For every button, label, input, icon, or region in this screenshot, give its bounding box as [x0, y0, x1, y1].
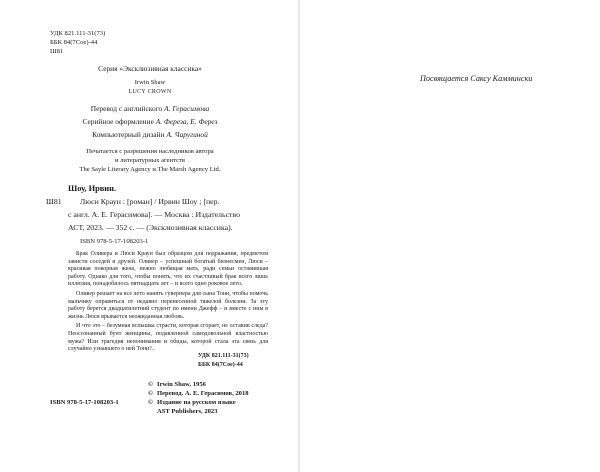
- original-title: LUCY CROWN: [128, 89, 172, 95]
- copyright-line: © Перевод. А. Е. Герасимов, 2018: [148, 390, 249, 397]
- translation-credit-label: Перевод с английского: [90, 104, 163, 113]
- copyright-line: AST Publishers, 2023: [157, 408, 218, 415]
- annotation-paragraph: И что это – безумная вспышка страсти, которая сгорает, не оставив следа? Неосознанный бунт женщины, подавленной самодовольной властностью мужа? Или трагедия непонимания и обиды, которой стала эта связь для случайно узнавшего о ней Тони?..: [68, 323, 268, 353]
- author-mark: Ш81: [50, 48, 64, 55]
- original-author: Irwin Shaw: [134, 79, 166, 86]
- translation-credit-line: [50, 104, 250, 113]
- series-name: Серия «Эксклюзивная классика»: [98, 64, 202, 73]
- bbk-code: ББК 84(7Сое)-44: [50, 39, 98, 46]
- series-design-label: Серийное оформление: [82, 117, 154, 126]
- translator-name: А. Герасимова: [164, 104, 210, 113]
- udk-code: УДК 821.111-31(73): [50, 30, 106, 37]
- permission-line-1: Печатается с разрешения наследников автора: [86, 148, 214, 155]
- catalog-line-1: Люси Краун : [роман] / Ирвин Шоу ; [пер.: [80, 197, 220, 206]
- annotation-paragraph: Оливер решает на все лето нанять гувернера для сына Тони, чтобы помочь мальчику оправиться от недавно перенесенной тяжелой болезни. За эту работу берется двадцатилетний студент по имени Джефф – и вместе с ним в жизнь Люси врывается неожиданная любовь.: [68, 290, 268, 320]
- permission-line-3: The Sayle Literary Agency и The Marsh Agency Ltd.: [79, 166, 221, 173]
- copyright-symbol: ©: [148, 399, 153, 406]
- copyright-line: © Irwin Shaw, 1956: [148, 381, 206, 388]
- copyright-line: © Издание на русском языке: [148, 399, 236, 406]
- bbk-code-bottom: ББК 84(7Сое)-44: [198, 362, 243, 368]
- series-design-credit-line: [50, 117, 250, 126]
- copyright-symbol: ©: [148, 390, 153, 397]
- computer-design-label: Компьютерный дизайн: [92, 130, 165, 139]
- dedication: Посвящается Саксу Каммински: [420, 74, 533, 83]
- catalog-line-2: с англ. А. Е. Герасимова]. — Москва : Издательство: [68, 210, 240, 219]
- copyright-symbol: ©: [148, 381, 153, 388]
- series-designers-names: А. Фереза, Е. Ферез: [155, 117, 218, 126]
- isbn-bottom: ISBN 978-5-17-108203-1: [50, 399, 119, 406]
- computer-design-credit-line: [50, 130, 250, 139]
- catalog-mark: Ш81: [46, 197, 62, 206]
- annotation-paragraph: Брак Оливера и Люси Краун был образцом для подражания, предметом зависти соседей и друзей. Оливер – успешный богатый бизнесмен, Люси – красивая покорная жена, нежно любящая мать, ради семьи оставившая работу. Однако для того, чтобы понять, что их счастливый брак всего лишь иллюзия, понадобилось пятнадцать лет – и всего одно роковое лето.: [68, 251, 268, 288]
- catalog-line-3: АСТ, 2023. — 352 с. — (Эксклюзивная классика).: [68, 223, 233, 232]
- udk-code-bottom: УДК 821.111-31(73): [198, 353, 249, 359]
- annotation: [68, 251, 268, 354]
- catalog-heading: Шоу, Ирвин.: [68, 184, 117, 193]
- catalog-isbn: ISBN 978-5-17-108203-1: [80, 238, 149, 245]
- right-page: [300, 0, 600, 472]
- permission-line-2: и литературных агентств: [114, 157, 186, 164]
- computer-designer-name: А. Чаругиной: [166, 130, 208, 139]
